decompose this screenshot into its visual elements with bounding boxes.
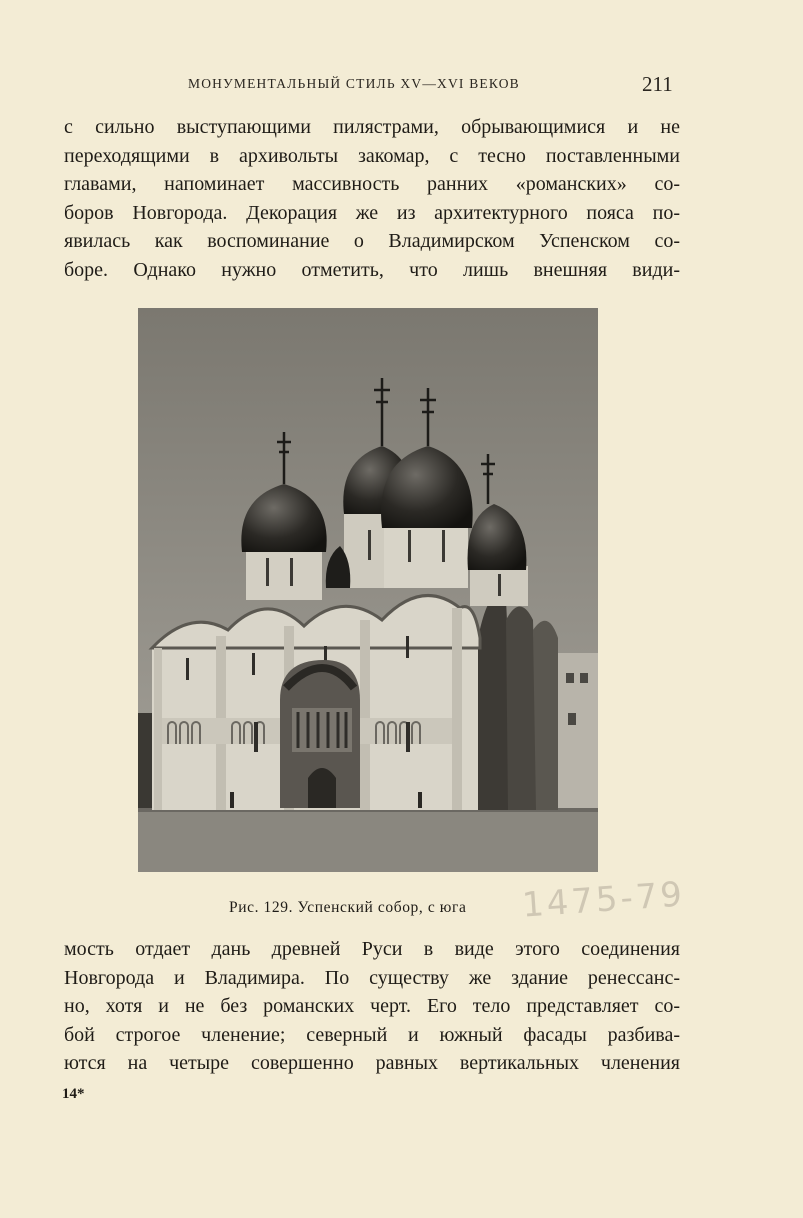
text-line: Новгорода и Владимира. По существу же здание ренессанс- bbox=[64, 966, 680, 989]
text-line: боров Новгорода. Декорация же из архитектурного пояса по- bbox=[64, 201, 680, 224]
text-line: с сильно выступающими пилястрами, обрывающимися и не bbox=[64, 116, 680, 138]
paragraph-bottom bbox=[64, 935, 680, 1078]
text-line: явилась как воспоминание о Владимирском Успенском со- bbox=[64, 230, 680, 253]
text-line: ются на четыре совершенно равных вертикальных членения bbox=[64, 1052, 680, 1075]
printer-signature-mark: 14* bbox=[62, 1086, 85, 1102]
text-line: боре. Однако нужно отметить, что лишь внешняя види- bbox=[64, 258, 680, 281]
pencil-annotation: 1475-79 bbox=[520, 874, 687, 926]
running-title: МОНУМЕНТАЛЬНЫЙ СТИЛЬ XV—XVI ВЕКОВ bbox=[188, 76, 520, 91]
text-line: мость отдает дань древней Руси в виде этого соединения bbox=[64, 938, 680, 960]
cathedral-photograph bbox=[138, 308, 598, 872]
text-line: главами, напоминает массивность ранних «романских» со- bbox=[64, 173, 680, 196]
cathedral-illustration bbox=[138, 308, 598, 872]
paragraph-top bbox=[64, 113, 680, 285]
text-line: переходящими в архивольты закомар, с тесно поставленными bbox=[64, 144, 680, 167]
text-line: но, хотя и не без романских черт. Его тело представляет со- bbox=[64, 995, 680, 1018]
text-line: бой строгое членение; северный и южный фасады разбива- bbox=[64, 1023, 680, 1046]
page-number: 211 bbox=[642, 72, 673, 96]
figure-caption: Рис. 129. Успенский собор, с юга bbox=[229, 899, 467, 916]
